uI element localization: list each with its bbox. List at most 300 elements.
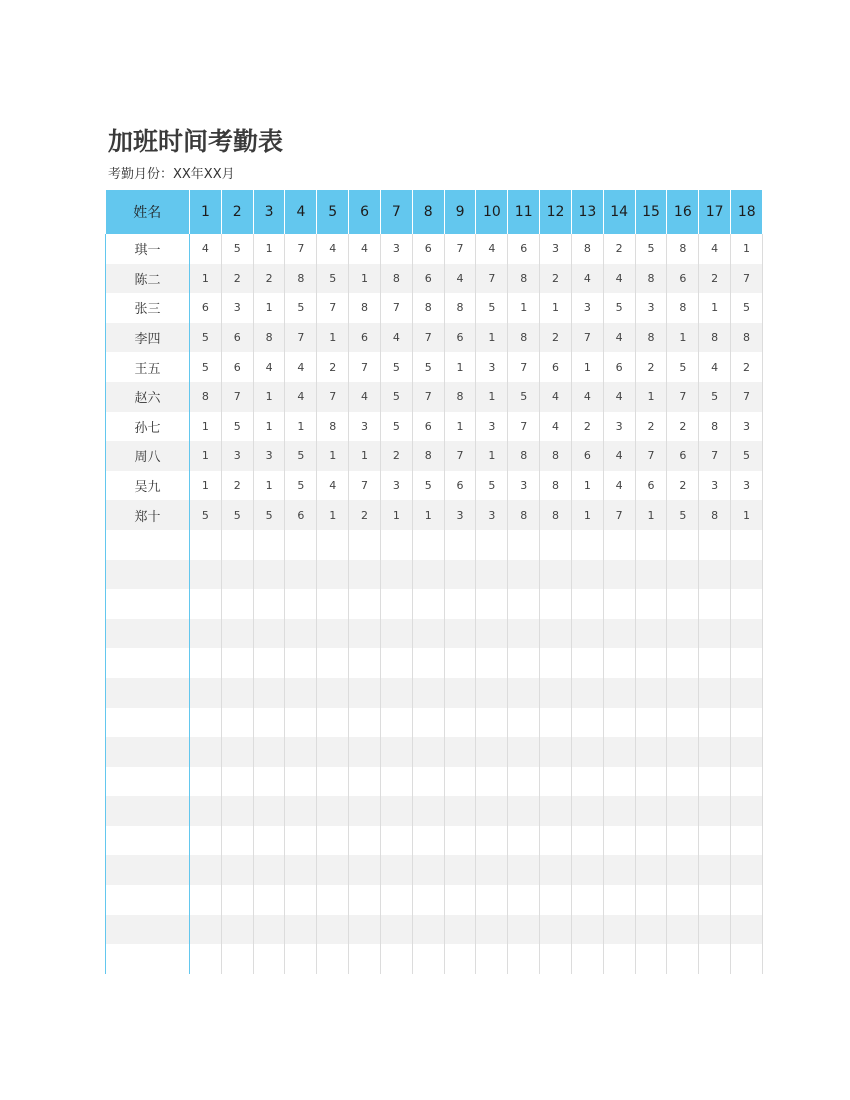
overtime-hours-cell[interactable]: 2 bbox=[667, 412, 699, 442]
overtime-hours-cell[interactable] bbox=[190, 826, 222, 856]
overtime-hours-cell[interactable] bbox=[699, 944, 731, 974]
overtime-hours-cell[interactable] bbox=[190, 648, 222, 678]
overtime-hours-cell[interactable] bbox=[285, 708, 317, 738]
overtime-hours-cell[interactable]: 8 bbox=[540, 441, 572, 471]
overtime-hours-cell[interactable]: 7 bbox=[285, 234, 317, 264]
overtime-hours-cell[interactable] bbox=[444, 767, 476, 797]
overtime-hours-cell[interactable] bbox=[349, 885, 381, 915]
overtime-hours-cell[interactable] bbox=[412, 826, 444, 856]
overtime-hours-cell[interactable] bbox=[221, 678, 253, 708]
overtime-hours-cell[interactable]: 7 bbox=[380, 293, 412, 323]
overtime-hours-cell[interactable] bbox=[571, 885, 603, 915]
overtime-hours-cell[interactable] bbox=[540, 708, 572, 738]
overtime-hours-cell[interactable] bbox=[476, 648, 508, 678]
overtime-hours-cell[interactable] bbox=[508, 944, 540, 974]
overtime-hours-cell[interactable] bbox=[635, 619, 667, 649]
overtime-hours-cell[interactable]: 4 bbox=[571, 264, 603, 294]
overtime-hours-cell[interactable]: 5 bbox=[635, 234, 667, 264]
overtime-hours-cell[interactable]: 5 bbox=[380, 412, 412, 442]
overtime-hours-cell[interactable] bbox=[508, 560, 540, 590]
overtime-hours-cell[interactable] bbox=[731, 767, 763, 797]
overtime-hours-cell[interactable] bbox=[476, 855, 508, 885]
overtime-hours-cell[interactable] bbox=[603, 855, 635, 885]
overtime-hours-cell[interactable]: 2 bbox=[699, 264, 731, 294]
overtime-hours-cell[interactable] bbox=[221, 855, 253, 885]
overtime-hours-cell[interactable] bbox=[190, 855, 222, 885]
overtime-hours-cell[interactable]: 5 bbox=[667, 352, 699, 382]
overtime-hours-cell[interactable]: 1 bbox=[635, 382, 667, 412]
overtime-hours-cell[interactable] bbox=[540, 530, 572, 560]
overtime-hours-cell[interactable]: 6 bbox=[349, 323, 381, 353]
overtime-hours-cell[interactable] bbox=[667, 648, 699, 678]
overtime-hours-cell[interactable] bbox=[285, 619, 317, 649]
overtime-hours-cell[interactable]: 6 bbox=[635, 471, 667, 501]
overtime-hours-cell[interactable]: 1 bbox=[444, 352, 476, 382]
overtime-hours-cell[interactable] bbox=[476, 767, 508, 797]
overtime-hours-cell[interactable]: 1 bbox=[571, 500, 603, 530]
overtime-hours-cell[interactable] bbox=[571, 915, 603, 945]
overtime-hours-cell[interactable]: 6 bbox=[667, 441, 699, 471]
overtime-hours-cell[interactable] bbox=[190, 678, 222, 708]
overtime-hours-cell[interactable]: 8 bbox=[190, 382, 222, 412]
overtime-hours-cell[interactable]: 8 bbox=[444, 293, 476, 323]
overtime-hours-cell[interactable]: 7 bbox=[571, 323, 603, 353]
overtime-hours-cell[interactable] bbox=[412, 619, 444, 649]
overtime-hours-cell[interactable] bbox=[571, 737, 603, 767]
overtime-hours-cell[interactable] bbox=[667, 915, 699, 945]
overtime-hours-cell[interactable]: 3 bbox=[221, 293, 253, 323]
overtime-hours-cell[interactable]: 6 bbox=[221, 323, 253, 353]
overtime-hours-cell[interactable]: 5 bbox=[476, 471, 508, 501]
overtime-hours-cell[interactable]: 2 bbox=[571, 412, 603, 442]
overtime-hours-cell[interactable]: 5 bbox=[221, 412, 253, 442]
overtime-hours-cell[interactable]: 1 bbox=[731, 500, 763, 530]
overtime-hours-cell[interactable]: 3 bbox=[731, 412, 763, 442]
overtime-hours-cell[interactable]: 1 bbox=[253, 293, 285, 323]
overtime-hours-cell[interactable] bbox=[190, 589, 222, 619]
overtime-hours-cell[interactable] bbox=[190, 796, 222, 826]
overtime-hours-cell[interactable] bbox=[571, 530, 603, 560]
overtime-hours-cell[interactable] bbox=[476, 708, 508, 738]
overtime-hours-cell[interactable]: 8 bbox=[412, 293, 444, 323]
overtime-hours-cell[interactable] bbox=[221, 885, 253, 915]
overtime-hours-cell[interactable] bbox=[540, 737, 572, 767]
overtime-hours-cell[interactable] bbox=[667, 885, 699, 915]
overtime-hours-cell[interactable]: 4 bbox=[349, 382, 381, 412]
overtime-hours-cell[interactable]: 1 bbox=[571, 352, 603, 382]
overtime-hours-cell[interactable]: 7 bbox=[603, 500, 635, 530]
overtime-hours-cell[interactable]: 8 bbox=[508, 441, 540, 471]
overtime-hours-cell[interactable]: 2 bbox=[221, 264, 253, 294]
overtime-hours-cell[interactable]: 2 bbox=[603, 234, 635, 264]
overtime-hours-cell[interactable] bbox=[540, 855, 572, 885]
employee-name-cell[interactable] bbox=[106, 737, 190, 767]
employee-name-cell[interactable] bbox=[106, 530, 190, 560]
overtime-hours-cell[interactable] bbox=[635, 737, 667, 767]
overtime-hours-cell[interactable]: 7 bbox=[444, 234, 476, 264]
employee-name-cell[interactable] bbox=[106, 796, 190, 826]
overtime-hours-cell[interactable] bbox=[412, 678, 444, 708]
overtime-hours-cell[interactable]: 5 bbox=[699, 382, 731, 412]
overtime-hours-cell[interactable] bbox=[699, 767, 731, 797]
overtime-hours-cell[interactable] bbox=[571, 708, 603, 738]
overtime-hours-cell[interactable] bbox=[317, 855, 349, 885]
overtime-hours-cell[interactable]: 5 bbox=[221, 234, 253, 264]
overtime-hours-cell[interactable]: 4 bbox=[603, 382, 635, 412]
overtime-hours-cell[interactable] bbox=[571, 767, 603, 797]
overtime-hours-cell[interactable] bbox=[349, 767, 381, 797]
overtime-hours-cell[interactable] bbox=[667, 530, 699, 560]
overtime-hours-cell[interactable]: 1 bbox=[190, 471, 222, 501]
overtime-hours-cell[interactable]: 8 bbox=[699, 323, 731, 353]
overtime-hours-cell[interactable] bbox=[317, 648, 349, 678]
overtime-hours-cell[interactable] bbox=[476, 678, 508, 708]
overtime-hours-cell[interactable]: 1 bbox=[317, 323, 349, 353]
overtime-hours-cell[interactable]: 1 bbox=[635, 500, 667, 530]
overtime-hours-cell[interactable] bbox=[635, 589, 667, 619]
overtime-hours-cell[interactable] bbox=[253, 619, 285, 649]
employee-name-cell[interactable]: 周八 bbox=[106, 441, 190, 471]
overtime-hours-cell[interactable] bbox=[571, 589, 603, 619]
overtime-hours-cell[interactable]: 2 bbox=[349, 500, 381, 530]
overtime-hours-cell[interactable] bbox=[285, 885, 317, 915]
overtime-hours-cell[interactable]: 8 bbox=[540, 500, 572, 530]
overtime-hours-cell[interactable] bbox=[508, 530, 540, 560]
overtime-hours-cell[interactable] bbox=[253, 737, 285, 767]
overtime-hours-cell[interactable] bbox=[571, 826, 603, 856]
overtime-hours-cell[interactable] bbox=[285, 915, 317, 945]
overtime-hours-cell[interactable]: 7 bbox=[476, 264, 508, 294]
overtime-hours-cell[interactable]: 5 bbox=[412, 471, 444, 501]
overtime-hours-cell[interactable] bbox=[699, 915, 731, 945]
overtime-hours-cell[interactable] bbox=[508, 737, 540, 767]
overtime-hours-cell[interactable] bbox=[667, 619, 699, 649]
overtime-hours-cell[interactable]: 2 bbox=[221, 471, 253, 501]
overtime-hours-cell[interactable] bbox=[380, 619, 412, 649]
overtime-hours-cell[interactable] bbox=[380, 589, 412, 619]
overtime-hours-cell[interactable]: 3 bbox=[349, 412, 381, 442]
employee-name-cell[interactable] bbox=[106, 678, 190, 708]
overtime-hours-cell[interactable] bbox=[603, 708, 635, 738]
overtime-hours-cell[interactable] bbox=[635, 915, 667, 945]
overtime-hours-cell[interactable]: 8 bbox=[317, 412, 349, 442]
overtime-hours-cell[interactable] bbox=[444, 560, 476, 590]
overtime-hours-cell[interactable] bbox=[221, 530, 253, 560]
overtime-hours-cell[interactable] bbox=[253, 560, 285, 590]
overtime-hours-cell[interactable]: 4 bbox=[317, 234, 349, 264]
overtime-hours-cell[interactable]: 3 bbox=[476, 500, 508, 530]
overtime-hours-cell[interactable]: 3 bbox=[603, 412, 635, 442]
overtime-hours-cell[interactable] bbox=[699, 737, 731, 767]
overtime-hours-cell[interactable] bbox=[603, 589, 635, 619]
overtime-hours-cell[interactable] bbox=[349, 530, 381, 560]
overtime-hours-cell[interactable] bbox=[221, 560, 253, 590]
overtime-hours-cell[interactable] bbox=[667, 560, 699, 590]
overtime-hours-cell[interactable] bbox=[221, 767, 253, 797]
overtime-hours-cell[interactable] bbox=[731, 826, 763, 856]
overtime-hours-cell[interactable] bbox=[317, 796, 349, 826]
overtime-hours-cell[interactable] bbox=[412, 915, 444, 945]
overtime-hours-cell[interactable]: 1 bbox=[540, 293, 572, 323]
overtime-hours-cell[interactable] bbox=[349, 915, 381, 945]
overtime-hours-cell[interactable]: 4 bbox=[603, 323, 635, 353]
overtime-hours-cell[interactable] bbox=[221, 796, 253, 826]
overtime-hours-cell[interactable] bbox=[508, 915, 540, 945]
overtime-hours-cell[interactable]: 4 bbox=[317, 471, 349, 501]
overtime-hours-cell[interactable]: 6 bbox=[667, 264, 699, 294]
overtime-hours-cell[interactable] bbox=[731, 648, 763, 678]
overtime-hours-cell[interactable] bbox=[476, 885, 508, 915]
overtime-hours-cell[interactable] bbox=[317, 589, 349, 619]
overtime-hours-cell[interactable]: 7 bbox=[444, 441, 476, 471]
overtime-hours-cell[interactable]: 1 bbox=[699, 293, 731, 323]
overtime-hours-cell[interactable]: 4 bbox=[699, 234, 731, 264]
overtime-hours-cell[interactable]: 1 bbox=[380, 500, 412, 530]
overtime-hours-cell[interactable] bbox=[603, 915, 635, 945]
overtime-hours-cell[interactable]: 7 bbox=[221, 382, 253, 412]
overtime-hours-cell[interactable]: 5 bbox=[285, 293, 317, 323]
overtime-hours-cell[interactable]: 3 bbox=[380, 234, 412, 264]
overtime-hours-cell[interactable]: 7 bbox=[699, 441, 731, 471]
overtime-hours-cell[interactable]: 8 bbox=[667, 234, 699, 264]
overtime-hours-cell[interactable] bbox=[699, 678, 731, 708]
overtime-hours-cell[interactable]: 1 bbox=[444, 412, 476, 442]
overtime-hours-cell[interactable]: 8 bbox=[699, 500, 731, 530]
employee-name-cell[interactable]: 李四 bbox=[106, 323, 190, 353]
overtime-hours-cell[interactable] bbox=[667, 855, 699, 885]
overtime-hours-cell[interactable] bbox=[476, 530, 508, 560]
overtime-hours-cell[interactable] bbox=[285, 796, 317, 826]
overtime-hours-cell[interactable] bbox=[380, 530, 412, 560]
overtime-hours-cell[interactable] bbox=[476, 944, 508, 974]
overtime-hours-cell[interactable] bbox=[731, 708, 763, 738]
overtime-hours-cell[interactable]: 6 bbox=[444, 323, 476, 353]
overtime-hours-cell[interactable]: 8 bbox=[253, 323, 285, 353]
overtime-hours-cell[interactable]: 8 bbox=[667, 293, 699, 323]
overtime-hours-cell[interactable]: 6 bbox=[412, 234, 444, 264]
overtime-hours-cell[interactable]: 2 bbox=[540, 323, 572, 353]
overtime-hours-cell[interactable]: 8 bbox=[412, 441, 444, 471]
overtime-hours-cell[interactable]: 3 bbox=[476, 352, 508, 382]
overtime-hours-cell[interactable] bbox=[635, 708, 667, 738]
overtime-hours-cell[interactable] bbox=[285, 560, 317, 590]
overtime-hours-cell[interactable] bbox=[317, 944, 349, 974]
overtime-hours-cell[interactable]: 8 bbox=[349, 293, 381, 323]
overtime-hours-cell[interactable] bbox=[444, 796, 476, 826]
overtime-hours-cell[interactable]: 5 bbox=[508, 382, 540, 412]
overtime-hours-cell[interactable]: 2 bbox=[253, 264, 285, 294]
overtime-hours-cell[interactable]: 1 bbox=[253, 471, 285, 501]
overtime-hours-cell[interactable]: 7 bbox=[635, 441, 667, 471]
overtime-hours-cell[interactable] bbox=[476, 560, 508, 590]
overtime-hours-cell[interactable] bbox=[412, 796, 444, 826]
overtime-hours-cell[interactable]: 4 bbox=[349, 234, 381, 264]
overtime-hours-cell[interactable]: 3 bbox=[444, 500, 476, 530]
overtime-hours-cell[interactable] bbox=[571, 678, 603, 708]
overtime-hours-cell[interactable] bbox=[221, 708, 253, 738]
overtime-hours-cell[interactable]: 7 bbox=[349, 471, 381, 501]
overtime-hours-cell[interactable] bbox=[190, 915, 222, 945]
overtime-hours-cell[interactable] bbox=[731, 530, 763, 560]
overtime-hours-cell[interactable]: 5 bbox=[412, 352, 444, 382]
overtime-hours-cell[interactable] bbox=[221, 737, 253, 767]
employee-name-cell[interactable]: 张三 bbox=[106, 293, 190, 323]
overtime-hours-cell[interactable] bbox=[508, 796, 540, 826]
overtime-hours-cell[interactable]: 5 bbox=[317, 264, 349, 294]
overtime-hours-cell[interactable]: 3 bbox=[635, 293, 667, 323]
overtime-hours-cell[interactable]: 8 bbox=[508, 264, 540, 294]
overtime-hours-cell[interactable]: 8 bbox=[635, 264, 667, 294]
overtime-hours-cell[interactable]: 8 bbox=[380, 264, 412, 294]
overtime-hours-cell[interactable]: 2 bbox=[635, 412, 667, 442]
overtime-hours-cell[interactable] bbox=[253, 767, 285, 797]
overtime-hours-cell[interactable] bbox=[508, 678, 540, 708]
overtime-hours-cell[interactable] bbox=[380, 560, 412, 590]
overtime-hours-cell[interactable] bbox=[667, 708, 699, 738]
overtime-hours-cell[interactable] bbox=[412, 885, 444, 915]
overtime-hours-cell[interactable] bbox=[285, 826, 317, 856]
overtime-hours-cell[interactable] bbox=[476, 737, 508, 767]
overtime-hours-cell[interactable] bbox=[540, 619, 572, 649]
overtime-hours-cell[interactable]: 6 bbox=[603, 352, 635, 382]
overtime-hours-cell[interactable]: 7 bbox=[412, 323, 444, 353]
employee-name-cell[interactable] bbox=[106, 826, 190, 856]
overtime-hours-cell[interactable] bbox=[380, 648, 412, 678]
overtime-hours-cell[interactable]: 3 bbox=[476, 412, 508, 442]
overtime-hours-cell[interactable]: 7 bbox=[667, 382, 699, 412]
employee-name-cell[interactable] bbox=[106, 885, 190, 915]
overtime-hours-cell[interactable]: 1 bbox=[476, 441, 508, 471]
overtime-hours-cell[interactable]: 3 bbox=[253, 441, 285, 471]
overtime-hours-cell[interactable]: 1 bbox=[571, 471, 603, 501]
overtime-hours-cell[interactable] bbox=[221, 826, 253, 856]
overtime-hours-cell[interactable] bbox=[190, 944, 222, 974]
overtime-hours-cell[interactable] bbox=[444, 885, 476, 915]
overtime-hours-cell[interactable] bbox=[412, 767, 444, 797]
overtime-hours-cell[interactable]: 8 bbox=[540, 471, 572, 501]
employee-name-cell[interactable] bbox=[106, 944, 190, 974]
overtime-hours-cell[interactable] bbox=[285, 589, 317, 619]
overtime-hours-cell[interactable] bbox=[221, 589, 253, 619]
overtime-hours-cell[interactable] bbox=[635, 530, 667, 560]
overtime-hours-cell[interactable]: 1 bbox=[253, 234, 285, 264]
overtime-hours-cell[interactable] bbox=[603, 767, 635, 797]
overtime-hours-cell[interactable]: 6 bbox=[540, 352, 572, 382]
overtime-hours-cell[interactable]: 8 bbox=[635, 323, 667, 353]
overtime-hours-cell[interactable]: 2 bbox=[540, 264, 572, 294]
overtime-hours-cell[interactable] bbox=[540, 648, 572, 678]
overtime-hours-cell[interactable]: 5 bbox=[380, 382, 412, 412]
overtime-hours-cell[interactable]: 7 bbox=[349, 352, 381, 382]
overtime-hours-cell[interactable] bbox=[444, 944, 476, 974]
overtime-hours-cell[interactable]: 4 bbox=[699, 352, 731, 382]
overtime-hours-cell[interactable] bbox=[571, 560, 603, 590]
overtime-hours-cell[interactable] bbox=[731, 678, 763, 708]
employee-name-cell[interactable] bbox=[106, 767, 190, 797]
overtime-hours-cell[interactable] bbox=[635, 885, 667, 915]
overtime-hours-cell[interactable]: 2 bbox=[667, 471, 699, 501]
overtime-hours-cell[interactable]: 6 bbox=[190, 293, 222, 323]
employee-name-cell[interactable] bbox=[106, 560, 190, 590]
overtime-hours-cell[interactable] bbox=[349, 560, 381, 590]
overtime-hours-cell[interactable]: 5 bbox=[285, 441, 317, 471]
overtime-hours-cell[interactable] bbox=[540, 767, 572, 797]
overtime-hours-cell[interactable]: 6 bbox=[444, 471, 476, 501]
overtime-hours-cell[interactable] bbox=[190, 767, 222, 797]
overtime-hours-cell[interactable] bbox=[508, 619, 540, 649]
overtime-hours-cell[interactable] bbox=[731, 885, 763, 915]
employee-name-cell[interactable] bbox=[106, 648, 190, 678]
overtime-hours-cell[interactable] bbox=[508, 826, 540, 856]
overtime-hours-cell[interactable] bbox=[444, 619, 476, 649]
overtime-hours-cell[interactable]: 7 bbox=[508, 412, 540, 442]
overtime-hours-cell[interactable]: 4 bbox=[540, 382, 572, 412]
overtime-hours-cell[interactable] bbox=[349, 855, 381, 885]
overtime-hours-cell[interactable] bbox=[221, 619, 253, 649]
overtime-hours-cell[interactable]: 4 bbox=[603, 441, 635, 471]
overtime-hours-cell[interactable] bbox=[253, 826, 285, 856]
overtime-hours-cell[interactable]: 1 bbox=[253, 382, 285, 412]
overtime-hours-cell[interactable] bbox=[253, 678, 285, 708]
overtime-hours-cell[interactable] bbox=[349, 619, 381, 649]
overtime-hours-cell[interactable] bbox=[540, 885, 572, 915]
overtime-hours-cell[interactable]: 4 bbox=[285, 352, 317, 382]
overtime-hours-cell[interactable] bbox=[603, 826, 635, 856]
overtime-hours-cell[interactable] bbox=[221, 915, 253, 945]
overtime-hours-cell[interactable] bbox=[699, 826, 731, 856]
overtime-hours-cell[interactable] bbox=[444, 826, 476, 856]
overtime-hours-cell[interactable]: 6 bbox=[285, 500, 317, 530]
overtime-hours-cell[interactable] bbox=[349, 796, 381, 826]
overtime-hours-cell[interactable] bbox=[412, 589, 444, 619]
overtime-hours-cell[interactable] bbox=[380, 944, 412, 974]
overtime-hours-cell[interactable]: 8 bbox=[508, 500, 540, 530]
overtime-hours-cell[interactable] bbox=[444, 708, 476, 738]
overtime-hours-cell[interactable] bbox=[667, 678, 699, 708]
overtime-hours-cell[interactable] bbox=[508, 885, 540, 915]
overtime-hours-cell[interactable] bbox=[285, 737, 317, 767]
overtime-hours-cell[interactable] bbox=[667, 737, 699, 767]
overtime-hours-cell[interactable]: 1 bbox=[317, 441, 349, 471]
overtime-hours-cell[interactable] bbox=[190, 737, 222, 767]
overtime-hours-cell[interactable] bbox=[380, 796, 412, 826]
employee-name-cell[interactable] bbox=[106, 589, 190, 619]
overtime-hours-cell[interactable]: 3 bbox=[221, 441, 253, 471]
overtime-hours-cell[interactable] bbox=[731, 944, 763, 974]
overtime-hours-cell[interactable]: 4 bbox=[285, 382, 317, 412]
overtime-hours-cell[interactable] bbox=[603, 678, 635, 708]
overtime-hours-cell[interactable] bbox=[603, 560, 635, 590]
overtime-hours-cell[interactable] bbox=[699, 855, 731, 885]
overtime-hours-cell[interactable]: 4 bbox=[603, 471, 635, 501]
overtime-hours-cell[interactable]: 1 bbox=[508, 293, 540, 323]
overtime-hours-cell[interactable]: 5 bbox=[190, 323, 222, 353]
overtime-hours-cell[interactable] bbox=[635, 648, 667, 678]
overtime-hours-cell[interactable]: 5 bbox=[476, 293, 508, 323]
overtime-hours-cell[interactable] bbox=[221, 648, 253, 678]
employee-name-cell[interactable] bbox=[106, 619, 190, 649]
overtime-hours-cell[interactable] bbox=[508, 648, 540, 678]
overtime-hours-cell[interactable]: 1 bbox=[190, 412, 222, 442]
overtime-hours-cell[interactable] bbox=[603, 619, 635, 649]
overtime-hours-cell[interactable] bbox=[508, 589, 540, 619]
overtime-hours-cell[interactable]: 5 bbox=[190, 500, 222, 530]
overtime-hours-cell[interactable]: 4 bbox=[380, 323, 412, 353]
employee-name-cell[interactable]: 郑十 bbox=[106, 500, 190, 530]
overtime-hours-cell[interactable]: 2 bbox=[731, 352, 763, 382]
employee-name-cell[interactable]: 孙七 bbox=[106, 412, 190, 442]
overtime-hours-cell[interactable] bbox=[253, 944, 285, 974]
